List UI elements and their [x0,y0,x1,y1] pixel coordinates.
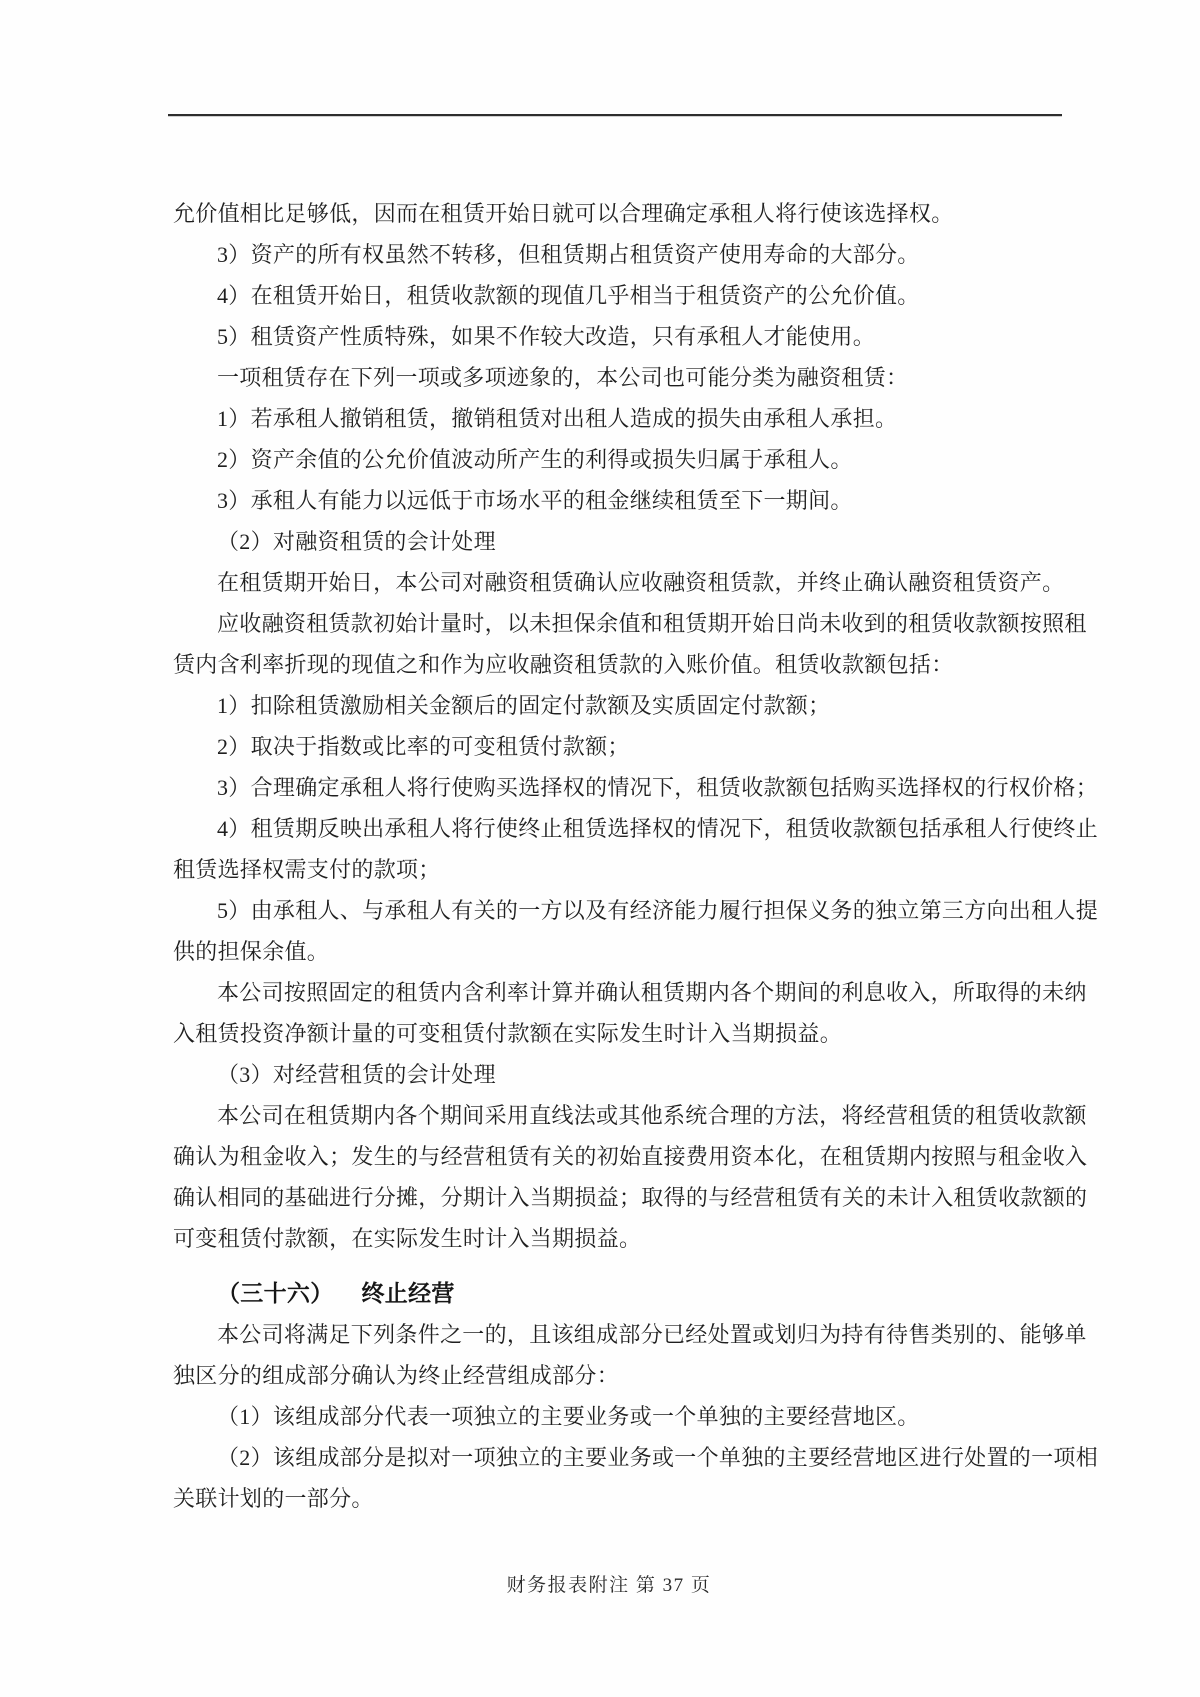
section-heading [173,1273,1063,1314]
text-line: 3）合理确定承租人将行使购买选择权的情况下，租赁收款额包括购买选择权的行权价格； [217,775,1099,800]
text-line: 供的担保余值。 [173,939,330,964]
text-line: 4）在租赁开始日，租赁收款额的现值几乎相当于租赁资产的公允价值。 [217,283,920,308]
text-line: 2）资产余值的公允价值波动所产生的利得或损失归属于承租人。 [217,447,853,472]
section-heading-title: 终止经营 [361,1280,455,1306]
text-line: （2）该组成部分是拟对一项独立的主要业务或一个单独的主要经营地区进行处置的一项相 [217,1445,1099,1470]
text-line: 确认为租金收入；发生的与经营租赁有关的初始直接费用资本化，在租赁期内按照与租金收入 [173,1144,1088,1169]
text-line: 应收融资租赁款初始计量时，以未担保余值和租赁期开始日尚未收到的租赁收款额按照租 [217,611,1087,636]
text-line: 允价值相比足够低，因而在租赁开始日就可以合理确定承租人将行使该选择权。 [173,201,954,226]
text-line: 在租赁期开始日，本公司对融资租赁确认应收融资租赁款，并终止确认融资租赁资产。 [217,570,1065,595]
section-heading-number: （三十六） [217,1280,334,1306]
text-line: （1）该组成部分代表一项独立的主要业务或一个单独的主要经营地区。 [217,1404,920,1429]
text-line: 一项租赁存在下列一项或多项迹象的，本公司也可能分类为融资租赁： [217,365,909,390]
text-line: 关联计划的一部分。 [173,1486,374,1511]
text-line: 4）租赁期反映出承租人将行使终止租赁选择权的情况下，租赁收款额包括承租人行使终止 [217,816,1099,841]
text-line: 租赁选择权需支付的款项； [173,857,441,882]
text-line: 本公司在租赁期内各个期间采用直线法或其他系统合理的方法，将经营租赁的租赁收款额 [217,1103,1087,1128]
page-footer: 财务报表附注 第 37 页 [506,1575,712,1596]
text-line: 本公司将满足下列条件之一的，且该组成部分已经处置或划归为持有待售类别的、能够单 [217,1322,1087,1347]
text-line: （3）对经营租赁的会计处理 [217,1062,496,1087]
header-rule [168,114,1062,116]
text-line: 确认相同的基础进行分摊，分期计入当期损益；取得的与经营租赁有关的未计入租赁收款额的 [173,1185,1088,1210]
text-line: 5）由承租人、与承租人有关的一方以及有经济能力履行担保义务的独立第三方向出租人提 [217,898,1099,923]
text-line: 5）租赁资产性质特殊，如果不作较大改造，只有承租人才能使用。 [217,324,876,349]
document-body [173,193,1099,1519]
text-line: 赁内含利率折现的现值之和作为应收融资租赁款的入账价值。租赁收款额包括： [173,652,954,677]
text-line: 1）若承租人撤销租赁，撤销租赁对出租人造成的损失由承租人承担。 [217,406,898,431]
text-line: 2）取决于指数或比率的可变租赁付款额； [217,734,630,759]
text-line: 入租赁投资净额计量的可变租赁付款额在实际发生时计入当期损益。 [173,1021,843,1046]
text-line: 1）扣除租赁激励相关金额后的固定付款额及实质固定付款额； [217,693,831,718]
text-line: 3）承租人有能力以远低于市场水平的租金继续租赁至下一期间。 [217,488,853,513]
text-line: 本公司按照固定的租赁内含利率计算并确认租赁期内各个期间的利息收入，所取得的未纳 [217,980,1087,1005]
text-line: 独区分的组成部分确认为终止经营组成部分： [173,1363,620,1388]
text-line: （2）对融资租赁的会计处理 [217,529,496,554]
text-line: 3）资产的所有权虽然不转移，但租赁期占租赁资产使用寿命的大部分。 [217,242,920,267]
text-line: 可变租赁付款额，在实际发生时计入当期损益。 [173,1226,642,1251]
